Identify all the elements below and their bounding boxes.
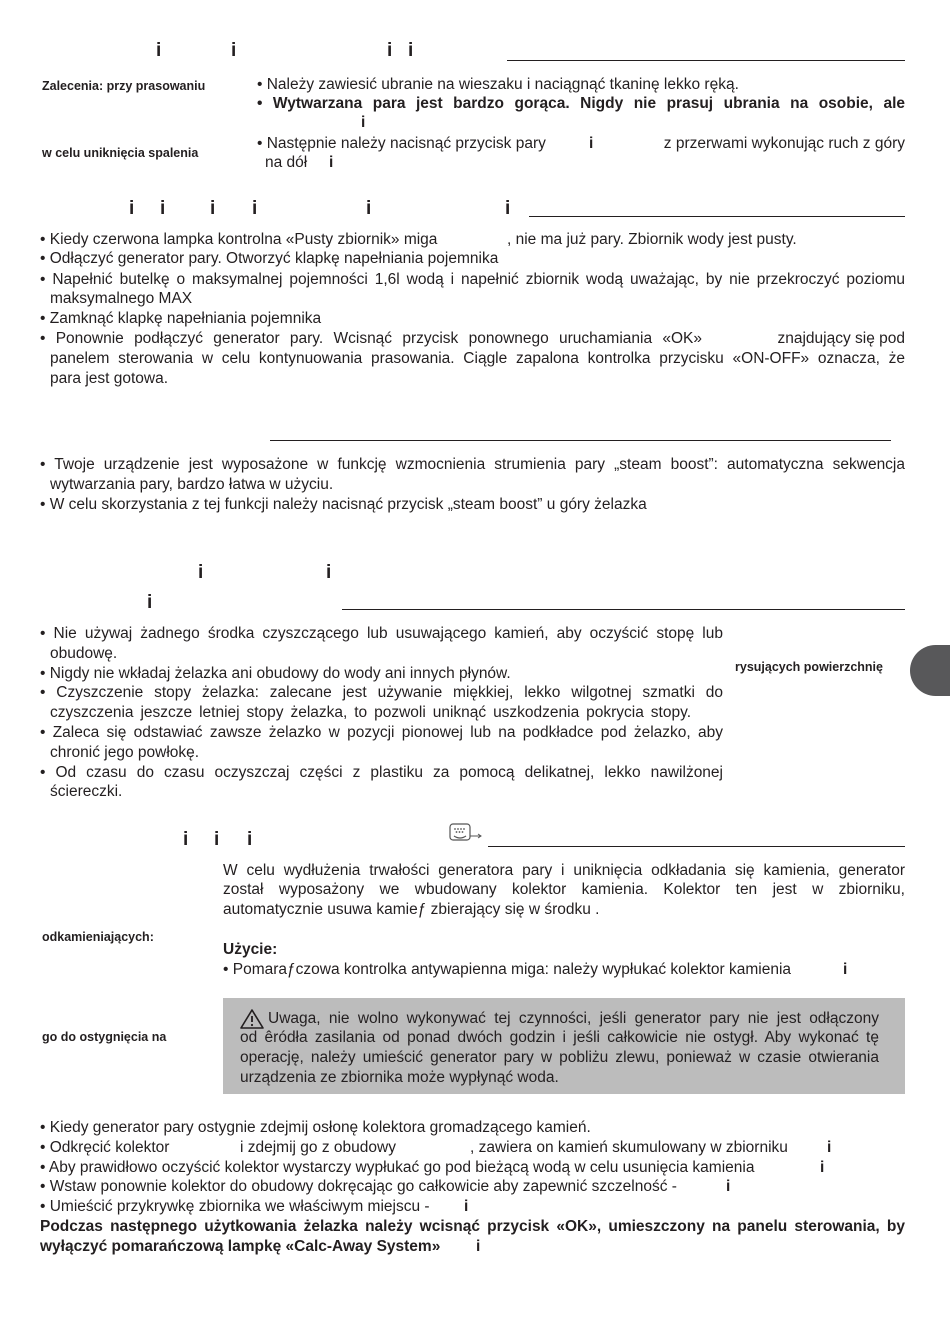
glyph: i — [329, 154, 334, 171]
side-note: go do ostygnięcia na — [42, 1030, 167, 1044]
warning-line: urządzenia ze zbiornika może wypłynąć woda. — [240, 1069, 559, 1086]
side-tab — [910, 645, 950, 696]
side-note: w celu uniknięcia spalenia — [42, 146, 199, 160]
bullet-line: na dół — [265, 154, 308, 171]
heading-rule — [507, 60, 905, 61]
bullet-line: • Zamknąć klapkę napełniania pojemnika — [40, 310, 322, 327]
heading-glyph: i — [408, 40, 414, 61]
bullet-line: • Zaleca się odstawiać zawsze żelazko w pozycji pionowej lub na podkładce pod żelazko, aby — [40, 724, 723, 741]
heading-glyph: i — [214, 829, 220, 850]
bullet-line: znajdujący się pod — [777, 330, 905, 347]
bullet-line: z przerwami wykonując ruch z góry — [663, 135, 905, 152]
glyph: i — [843, 961, 848, 978]
heading-glyph: i — [326, 562, 332, 583]
bullet-line: wytwarzania pary, bardzo łatwa w użyciu. — [50, 476, 334, 493]
bold-note-line: Podczas następnego użytkowania żelazka należy wcisnąć przycisk «OK», umieszczony na panelu sterowania, by — [40, 1218, 905, 1235]
bold-note-line: wyłączyć pomarańczową lampkę «Calc-Away System» — [40, 1238, 441, 1255]
bullet-line: • Napełnić butelkę o maksymalnej pojemności 1,6l wodą i napełnić zbiornik wodą uważając, by nie przekroczyć poziomu — [40, 271, 905, 288]
warning-icon — [239, 1008, 265, 1030]
bullet-line: • Następnie należy nacisnąć przycisk pary — [257, 135, 546, 152]
bullet-line: • Odkręcić kolektor — [40, 1139, 170, 1156]
warning-line: Uwaga, nie wolno wykonywać tej czynności, jeśli generator pary nie jest odłączony — [268, 1010, 879, 1027]
bullet-line: • Ponownie podłączyć generator pary. Wcisnąć przycisk ponownego uruchamiania «OK» — [40, 330, 702, 347]
heading-glyph: i — [147, 592, 153, 613]
bullet-line: chronić jego powłokę. — [50, 744, 200, 761]
glyph: i — [726, 1178, 731, 1195]
warning-line: operację, należy umieścić generator pary w pobliżu zlewu, ponieważ w czasie otwierania — [240, 1049, 879, 1066]
heading-glyph: i — [387, 40, 393, 61]
bullet-line: • Aby prawidłowo oczyścić kolektor wystarczy wypłukać go pod bieżącą wodą w celu usunięcia kamienia — [40, 1159, 755, 1176]
bullet-line: • W celu skorzystania z tej funkcji należy nacisnąć przycisk „steam boost” u góry żelazka — [40, 496, 647, 513]
bullet-line: • Od czasu do czasu oczyszczaj części z plastiku za pomocą delikatnej, lekko nawilżonej — [40, 764, 723, 781]
heading-glyph: i — [252, 198, 258, 219]
heading-glyph: i — [160, 198, 166, 219]
bullet-line: ściereczki. — [50, 783, 123, 800]
heading-glyph: i — [129, 198, 135, 219]
bullet-line: , nie ma już pary. Zbiornik wody jest pusty. — [507, 231, 797, 248]
bullet-line-bold: • Wytwarzana para jest bardzo gorąca. Nigdy nie prasuj ubrania na osobie, ale — [257, 95, 905, 112]
bullet-line: • Czyszczenie stopy żelazka: zalecane jest używanie miękkiej, lekko wilgotnej szmatki do — [40, 684, 723, 701]
usage-title: Użycie: — [223, 941, 278, 958]
paragraph-line: został wyposażony we wbudowany kolektor kamienia. Kolektor ten jest w zbiorniku, — [223, 881, 905, 898]
side-note: rysujących powierzchnię — [735, 660, 883, 674]
bullet-line: para jest gotowa. — [50, 370, 169, 387]
paragraph-line: W celu wydłużenia trwałości generatora pary i uniknięcia odkładania się kamienia, generator — [223, 862, 905, 879]
bullet-line: • Nie używaj żadnego środka czyszczącego lub usuwającego kamień, aby oczyścić stopę lub — [40, 625, 723, 642]
heading-glyph: i — [366, 198, 372, 219]
bullet-line: maksymalnego MAX — [50, 290, 193, 307]
bullet-line: • Kiedy generator pary ostygnie zdejmij osłonę kolektora gromadzącego kamień. — [40, 1119, 591, 1136]
glyph: i — [589, 135, 594, 152]
bullet-line: obudowę. — [50, 645, 118, 662]
heading-glyph: i — [247, 829, 253, 850]
heading-rule — [270, 440, 891, 441]
warning-line: od êródła zasilania od ponad dwóch godzin i jeśli całkowicie nie ostygł. Aby wykonać tę — [240, 1029, 879, 1046]
side-note: odkamieniających: — [42, 930, 154, 944]
bullet-line: • Twoje urządzenie jest wyposażone w funkcję wzmocnienia strumienia pary „steam boost”: automatyczna sekwencja — [40, 456, 905, 473]
bullet-line: • Wstaw ponownie kolektor do obudowy dokręcając go całkowicie aby zapewnić szczelność - — [40, 1178, 677, 1195]
usage-line: • Pomaraƒczowa kontrolka antywapienna miga: należy wypłukać kolektor kamienia — [223, 961, 792, 978]
glyph: i — [464, 1198, 469, 1215]
heading-glyph: i — [183, 829, 189, 850]
bullet-line: czyszczenia jeszcze letniej stopy żelazka, to pozwoli uniknąć uszkodzenia pokrycia stopy. — [50, 704, 691, 721]
bullet-line: • Odłączyć generator pary. Otworzyć klapkę napełniania pojemnika — [40, 250, 499, 267]
bullet-line: panelem sterowania w celu kontynuowania prasowania. Ciągle zapalona kontrolka przycisku «ON-OFF» oznacza, że — [50, 350, 905, 367]
glyph: i — [476, 1238, 481, 1255]
heading-rule — [342, 609, 905, 610]
glyph: i — [820, 1159, 825, 1176]
heading-rule — [488, 846, 905, 847]
calc-collector-icon — [448, 822, 484, 846]
heading-glyph: i — [505, 198, 511, 219]
paragraph-line: automatycznie usuwa kamieƒ zbierający się w środku . — [223, 901, 600, 918]
glyph: i — [827, 1139, 832, 1156]
heading-glyph: i — [198, 562, 204, 583]
heading-rule — [529, 216, 905, 217]
side-note: Zalecenia: przy prasowaniu — [42, 79, 206, 93]
heading-glyph: i — [210, 198, 216, 219]
glyph: i — [361, 114, 366, 131]
bullet-line: , zawiera on kamień skumulowany w zbiorniku — [470, 1139, 788, 1156]
heading-glyph: i — [156, 40, 162, 61]
bullet-line: i zdejmij go z obudowy — [240, 1139, 396, 1156]
bullet-line: • Kiedy czerwona lampka kontrolna «Pusty zbiornik» miga — [40, 231, 438, 248]
heading-glyph: i — [231, 40, 237, 61]
bullet-line: • Nigdy nie wkładaj żelazka ani obudowy do wody ani innych płynów. — [40, 665, 511, 682]
bullet-line: • Należy zawiesić ubranie na wieszaku i naciągnąć tkaninę lekko ręką. — [257, 76, 739, 93]
bullet-line: • Umieścić przykrywkę zbiornika we właściwym miejscu - — [40, 1198, 430, 1215]
